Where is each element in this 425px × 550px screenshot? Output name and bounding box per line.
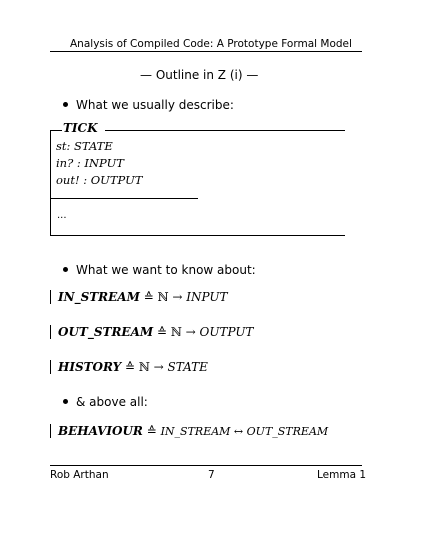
def-eq: ≙ ℕ → — [139, 290, 187, 304]
schema-decl-state: st: STATE — [56, 139, 113, 153]
header-title: Analysis of Compiled Code: A Prototype Formal Model — [70, 38, 352, 50]
def-rhs: INPUT — [186, 290, 228, 304]
bullet-item-2 — [63, 263, 256, 277]
def-rhs: OUTPUT — [199, 325, 254, 339]
def-rhs: STATE — [167, 360, 208, 374]
def-out-stream — [58, 325, 253, 339]
schema-decl-output: out! : OUTPUT — [56, 173, 143, 187]
def-eq: ≙ ℕ → — [153, 325, 200, 339]
def-bar-4 — [50, 424, 51, 438]
bullet-icon — [63, 399, 68, 404]
def-name: IN_STREAM — [58, 290, 140, 304]
header-rule — [50, 51, 362, 52]
def-bar-1 — [50, 290, 51, 304]
def-eq: ≙ ℕ → — [121, 360, 168, 374]
def-name: OUT_STREAM — [58, 325, 154, 339]
footer-page-number: 7 — [208, 469, 215, 481]
footer-company: Lemma 1 — [317, 469, 367, 481]
schema-divider — [50, 198, 198, 199]
def-bar-3 — [50, 360, 51, 374]
schema-predicate: ... — [57, 210, 67, 221]
def-bar-2 — [50, 325, 51, 339]
bullet-item-3 — [63, 395, 148, 409]
schema-left-border — [50, 130, 51, 235]
bullet-text: What we usually describe: — [76, 98, 234, 112]
def-behaviour — [58, 424, 328, 438]
bullet-icon — [63, 102, 68, 107]
def-name: HISTORY — [58, 360, 122, 374]
def-name: BEHAVIOUR — [58, 424, 143, 438]
schema-bottom-rule — [50, 235, 345, 236]
def-in-stream — [58, 290, 227, 304]
def-eq: ≙ — [142, 424, 161, 438]
bullet-item-1 — [63, 98, 234, 112]
footer-author: Rob Arthan — [50, 469, 109, 481]
schema-name: TICK — [63, 121, 98, 135]
bullet-text: & above all: — [76, 395, 148, 409]
slide-heading: — Outline in Z (i) — — [140, 68, 259, 82]
schema-top-rule-right — [105, 130, 345, 131]
bullet-text: What we want to know about: — [76, 263, 256, 277]
schema-top-rule-left — [50, 130, 62, 131]
def-rhs: IN_STREAM ↔ OUT_STREAM — [160, 425, 329, 438]
footer-rule — [50, 465, 362, 466]
schema-decl-input: in? : INPUT — [56, 156, 124, 170]
bullet-icon — [63, 267, 68, 272]
def-history — [58, 360, 208, 374]
